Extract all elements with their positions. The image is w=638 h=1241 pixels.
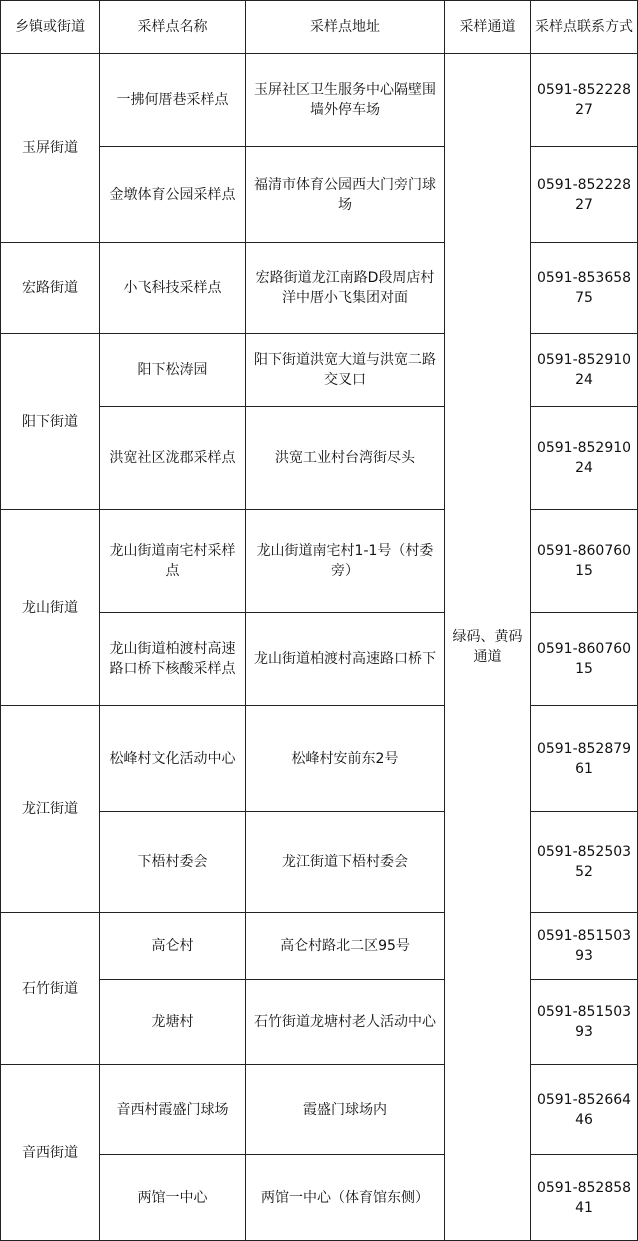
site-name-cell: 龙山街道南宅村采样点 (100, 510, 246, 613)
table-row (1, 1065, 638, 1155)
header-row (1, 1, 638, 54)
town-cell: 阳下街道 (1, 334, 100, 510)
table-row (1, 54, 638, 147)
site-name-cell: 一拂何厝巷采样点 (100, 54, 246, 147)
town-cell: 玉屏街道 (1, 54, 100, 243)
site-address-cell: 阳下街道洪宽大道与洪宽二路交叉口 (246, 334, 445, 407)
table-row (1, 334, 638, 407)
header-site-name: 采样点名称 (100, 1, 246, 54)
table-row (1, 243, 638, 334)
contact-cell: 0591-86076015 (531, 510, 638, 613)
site-name-cell: 阳下松涛园 (100, 334, 246, 407)
site-name-cell: 金墩体育公园采样点 (100, 147, 246, 243)
contact-cell: 0591-85266446 (531, 1065, 638, 1155)
site-name-cell: 小飞科技采样点 (100, 243, 246, 334)
site-name-cell: 龙山街道柏渡村高速路口桥下核酸采样点 (100, 613, 246, 706)
site-address-cell: 福清市体育公园西大门旁门球场 (246, 147, 445, 243)
contact-cell: 0591-85285841 (531, 1155, 638, 1241)
site-address-cell: 霞盛门球场内 (246, 1065, 445, 1155)
header-channel: 采样通道 (445, 1, 531, 54)
contact-cell: 0591-86076015 (531, 613, 638, 706)
contact-cell: 0591-85150393 (531, 980, 638, 1065)
site-name-cell: 洪宽社区泷郡采样点 (100, 407, 246, 510)
header-contact: 采样点联系方式 (531, 1, 638, 54)
contact-cell: 0591-85287961 (531, 706, 638, 812)
site-name-cell: 音西村霞盛门球场 (100, 1065, 246, 1155)
site-address-cell: 两馆一中心（体育馆东侧） (246, 1155, 445, 1241)
table-row (1, 510, 638, 613)
site-address-cell: 高仑村路北二区95号 (246, 913, 445, 980)
contact-cell: 0591-85365875 (531, 243, 638, 334)
site-name-cell: 两馆一中心 (100, 1155, 246, 1241)
channel-cell: 绿码、黄码通道 (445, 54, 531, 1241)
table-row (1, 706, 638, 812)
site-name-cell: 高仑村 (100, 913, 246, 980)
contact-cell: 0591-85291024 (531, 334, 638, 407)
town-cell: 音西街道 (1, 1065, 100, 1241)
contact-cell: 0591-85250352 (531, 812, 638, 913)
town-cell: 宏路街道 (1, 243, 100, 334)
contact-cell: 0591-85150393 (531, 913, 638, 980)
site-address-cell: 玉屏社区卫生服务中心隔壁围墙外停车场 (246, 54, 445, 147)
town-cell: 石竹街道 (1, 913, 100, 1065)
header-town: 乡镇或街道 (1, 1, 100, 54)
contact-cell: 0591-85222827 (531, 54, 638, 147)
contact-cell: 0591-85222827 (531, 147, 638, 243)
site-address-cell: 龙山街道南宅村1-1号（村委旁） (246, 510, 445, 613)
site-name-cell: 龙塘村 (100, 980, 246, 1065)
site-address-cell: 龙山街道柏渡村高速路口桥下 (246, 613, 445, 706)
header-site-address: 采样点地址 (246, 1, 445, 54)
site-address-cell: 宏路街道龙江南路D段周店村洋中厝小飞集团对面 (246, 243, 445, 334)
site-address-cell: 洪宽工业村台湾街尽头 (246, 407, 445, 510)
town-cell: 龙山街道 (1, 510, 100, 706)
site-address-cell: 石竹街道龙塘村老人活动中心 (246, 980, 445, 1065)
site-address-cell: 松峰村安前东2号 (246, 706, 445, 812)
site-name-cell: 松峰村文化活动中心 (100, 706, 246, 812)
contact-cell: 0591-85291024 (531, 407, 638, 510)
site-address-cell: 龙江街道下梧村委会 (246, 812, 445, 913)
site-name-cell: 下梧村委会 (100, 812, 246, 913)
town-cell: 龙江街道 (1, 706, 100, 913)
table-row (1, 913, 638, 980)
